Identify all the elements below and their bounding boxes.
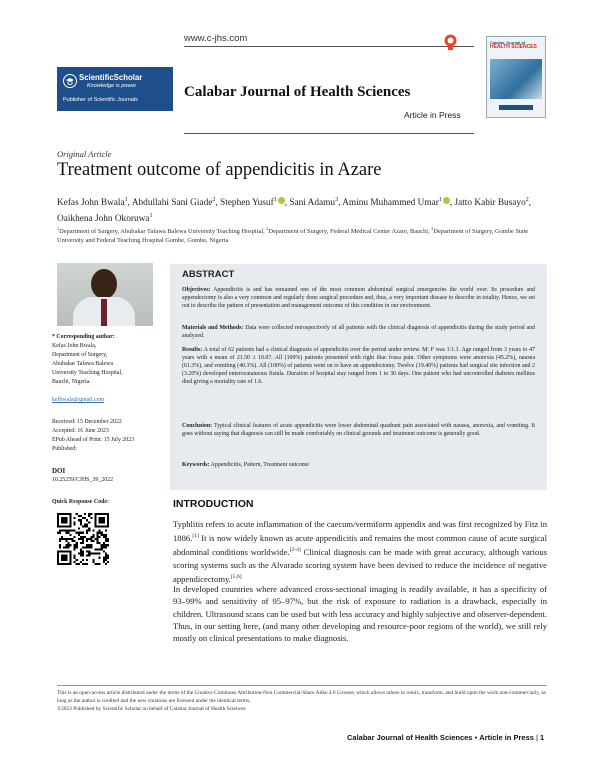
objectives-text: Appendicitis is and has remained one of the most common abdominal surgical emergencies the world over. Its procedure and appendectomy is also a very common and regularly done surgical procedure and, thus, a very important disease to describe in totality. Hence, we set out to describe the pattern of presentation and management outcome of this condition in our environment. [182,287,535,310]
scholar-logo-icon [63,74,77,88]
author-affiliation-sup: 1 [438,197,442,203]
conclusion-label: Conclusion: [182,423,213,429]
cover-publisher-logo [499,105,533,110]
header-divider-top [184,46,474,47]
license-text: This is an open-access article distributed under the terms of the Creative Commons Attribution-Non Commercial-Share Alike 4.0 License, which allows others to remix, transform, and build upon the work non-commercially, as long as the author is credited and the new creations are licensed under the identical terms. [57,690,546,704]
intro-text: Typhlitis refers to acute inflammation of the caecum/vermiform appendix and was first recognized by Fitz in 1886. [173,519,547,544]
corresponding-line: Kefas John Bwala, [52,343,97,349]
footer-status: Article in Press [479,733,534,742]
photo-head-shape [91,269,117,299]
corresponding-line: Bauchi, Nigeria. [52,379,91,385]
publisher-logo [57,67,173,111]
author-name: Jatto Kabir Busayo [454,198,526,209]
methods-label: Materials and Methods: [182,325,244,331]
author-separator: , [215,198,221,209]
methods-text: Data were collected retrospectively of all patients with the clinical diagnosis of appendicitis during the study period and analyzed. [182,325,535,340]
affiliation-sup: 2 [266,226,269,231]
affiliation-text: Department of Surgery, Gombe State University and Federal Teaching Hospital Gombe, Gombe, Nigeria [57,228,529,245]
corresponding-line: University Teaching Hospital, [52,370,123,376]
corresponding-line: Abubakar Tafawa Balewa [52,361,113,367]
intro-paragraph-1 [173,518,547,585]
abstract-box [170,264,547,490]
author-name: Aminu Muhammed Umar [342,198,439,209]
author-affiliation-sup: 1 [273,197,277,203]
affiliation-sup: 3 [431,226,434,231]
keywords-text: Appendicitis, Pattern, Treatment outcome [210,462,309,468]
introduction-heading: INTRODUCTION [173,498,254,510]
doi-label: DOI [52,467,66,475]
footer-journal-name: Calabar Journal of Health Sciences [347,733,473,742]
results-text: A total of 62 patients had a clinical diagnosis of appendicitis over the period under review. M: F was 1:1.1. Age ranged from 3 years to 47 years with a mean of 21.50 ± 10.07. All (100%) patients presented with right iliac fossa pain. Other symptoms were anorexia (45.2%), nausea (61.3%), and vomiting (40.3%). All (100%) of patients went on to have an appendectomy. Twelve (19.40%) patients had surgical site infection and 2 (3.20%) developed enterocutaneous fistula. Duration of hospital stay ranged from 1 to 30 days. One patient who had uncontrolled diabetes mellitus died giving a mortality rate of 1.6. [182,347,535,386]
journal-title: Calabar Journal of Health Sciences [184,84,411,100]
qr-code-icon[interactable] [57,513,109,565]
abstract-keywords [182,461,535,469]
author-name: Sani Adamu [289,198,336,209]
published-date: Published: [52,446,77,452]
article-info-column [52,333,164,507]
footer-divider [57,685,547,686]
footer-separator: | [536,733,538,742]
journal-cover [486,36,546,118]
intro-paragraph-2: In developed countries where advanced cross-sectional imaging is readily available, it has a specificity of 93–99% and sensitivity of 95–97%, but the risk of exposure to radiation is a drawback, especially in children. Ultrasound scans can be used but with less accuracy and highly subjective and observer-dependent. Thus, in our setting here, (and many other developing and resource-poor regions of the world), we still rely mostly on clinical presentations to make diagnosis. [173,584,548,644]
author-affiliation-sup: 2 [212,197,216,203]
article-title: Treatment outcome of appendicitis in Azare [57,160,382,180]
corresponding-author-label: * Corresponding author: [52,334,115,340]
cover-line-2: HEALTH SCIENCES [490,44,537,50]
author-separator: , [338,198,343,209]
abstract-conclusion [182,422,535,438]
abstract-methods [182,324,535,340]
page-number: 1 [540,733,545,742]
publisher-tagline: Knowledge is power [87,83,137,89]
footer-bullet: • [474,733,478,742]
corresponding-line: Department of Surgery, [52,352,108,358]
affiliations [57,224,547,245]
orcid-icon[interactable] [278,197,285,204]
author-photo [57,263,153,326]
author-separator: , [449,198,455,209]
keywords-label: Keywords: [182,462,210,468]
abstract-heading: ABSTRACT [182,269,235,280]
author-separator: , [127,198,132,209]
cover-image [490,59,542,99]
objectives-label: Objectives: [182,287,211,293]
conclusion-text: Typical clinical features of acute appendicitis were lower abdominal quadrant pain associated with nausea, anorexia, and vomiting. It goes without saying that diagnosis can still be made comfortably on clinical grounds and treatment outcome is generally good. [182,423,535,438]
abstract-results [182,346,535,386]
affiliation-text: Department of Surgery, Abubakar Tafawa Balewa University Teaching Hospital, [59,228,267,236]
accepted-date: Accepted: 16 June 2023 [52,428,109,434]
citation-ref[interactable]: [1] [192,533,199,540]
running-footer [347,733,544,742]
author-list [57,194,547,226]
header-divider-bottom [184,133,474,134]
epub-date: EPub Ahead of Print: 15 July 2023 [52,437,135,443]
orcid-icon[interactable] [443,197,450,204]
publisher-name: ScientificScholar [79,73,143,82]
photo-tie-shape [101,299,107,326]
author-name: Abdullahi Sani Giade [131,198,213,209]
qr-label: Quick Response Code: [52,499,109,505]
copyright-text: ©2023 Published by Scientific Scholar on behalf of Calabar Journal of Health Sciences [57,706,246,712]
author-name: Kefas John Bwala [57,198,125,209]
publisher-subtitle: Publisher of Scientific Journals [63,97,138,103]
citation-ref[interactable]: [5,6] [230,573,242,580]
author-affiliation-sup: 2 [525,197,529,203]
article-status: Article in Press [404,110,461,120]
abstract-objectives [182,286,535,310]
author-affiliation-sup: 1 [149,213,153,220]
author-name: Stephen Yusuf [220,198,274,209]
open-access-icon [443,33,458,51]
article-type: Original Article [57,149,112,159]
intro-text: It is now widely known as acute appendicitis and remains the most common cause of acute surgical abdominal conditions worldwide. [173,533,547,558]
author-separator: , [284,198,290,209]
intro-text: Clinical diagnosis can be made with great accuracy, although various scoring systems such as the Alvarado scoring system have been devised to reduce the incidence of negative appendicectomy. [173,547,547,584]
journal-url[interactable]: www.c-jhs.com [184,33,248,44]
author-name: Oaikhena John Okoruwa [57,214,150,225]
author-separator: , [528,198,532,209]
email-link[interactable]: kefbwala@gmail.com [52,397,105,403]
results-label: Results: [182,347,203,353]
citation-ref[interactable]: [2-4] [289,547,301,554]
affiliation-sup: 1 [57,226,60,231]
received-date: Received: 15 December 2022 [52,419,122,425]
cover-line-1: Calabar Journal of [490,40,526,45]
doi-value[interactable]: 10.25259/CJHS_39_2022 [52,477,114,483]
license-notice [57,689,547,713]
affiliation-text: Department of Surgery, Federal Medical Center Azare, Bauchi, [268,228,432,236]
author-affiliation-sup: 3 [335,197,339,203]
author-affiliation-sup: 1 [124,197,128,203]
